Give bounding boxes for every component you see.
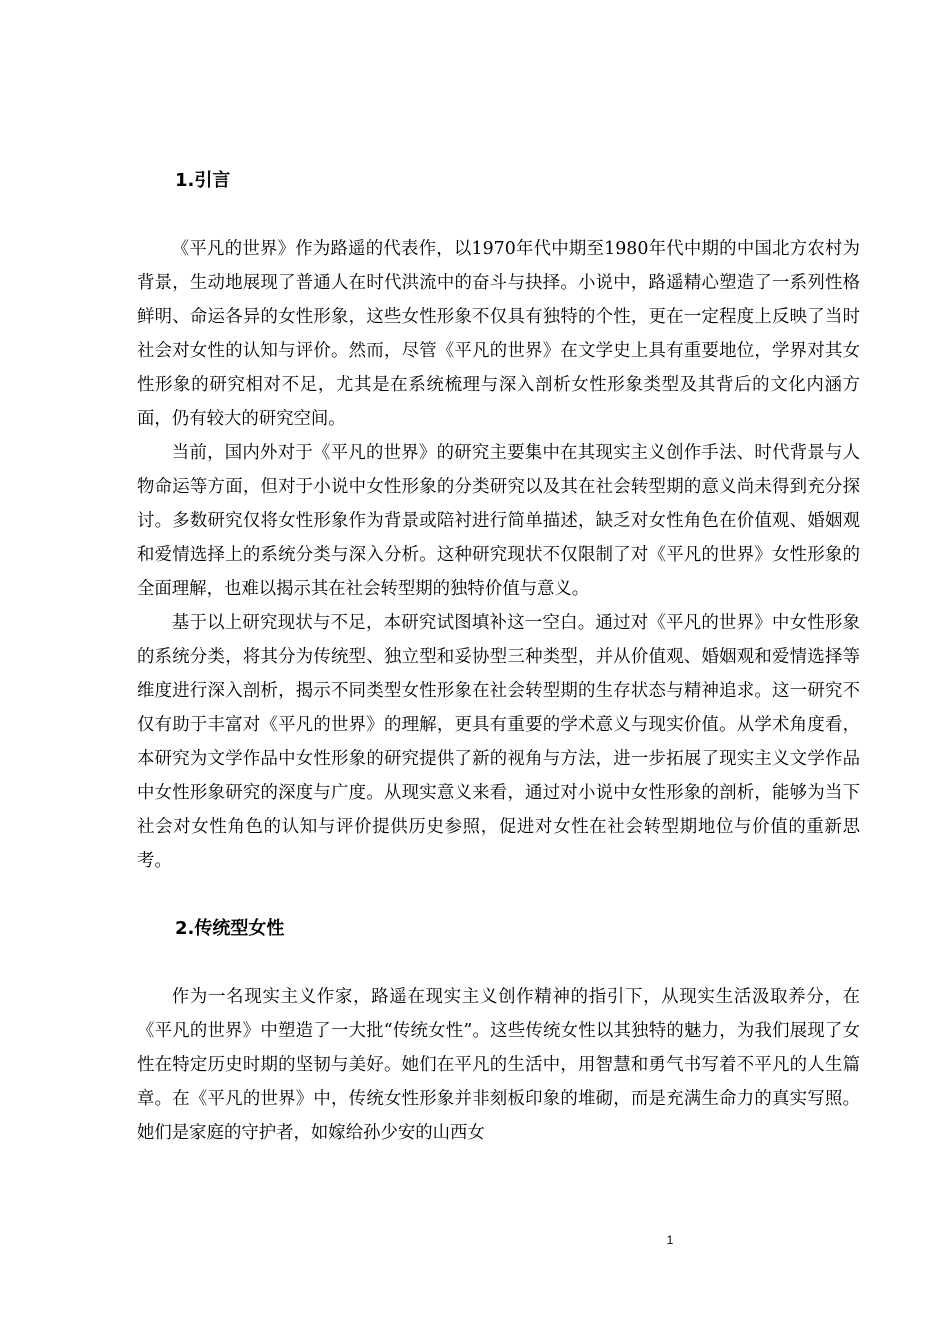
paragraph: 基于以上研究现状与不足，本研究试图填补这一空白。通过对《平凡的世界》中女性形象的系统分类，将其分为传统型、独立型和妥协型三种类型，并从价值观、婚姻观和爱情选择等维度进行深入剖析，揭示不同类型女性形象在社会转型期的生存状态与精神追求。这一研究不仅有助于丰富对《平凡的世界》的理解，更具有重要的学术意义与现实价值。从学术角度看，本研究为文学作品中女性形象的研究提供了新的视角与方法，进一步拓展了现实主义文学作品中女性形象研究的深度与广度。从现实意义来看，通过对小说中女性形象的剖析，能够为当下社会对女性角色的认知与评价提供历史参照，促进对女性在社会转型期地位与价值的重新思考。 <box>137 613 860 871</box>
paragraph: 作为一名现实主义作家，路遥在现实主义创作精神的指引下，从现实生活汲取养分，在《平凡的世界》中塑造了一大批“传统女性”。这些传统女性以其独特的魅力，为我们展现了女性在特定历史时期的坚韧与美好。她们在平凡的生活中，用智慧和勇气书写着不平凡的人生篇章。在《平凡的世界》中，传统女性形象并非刻板印象的堆砌，而是充满生命力的真实写照。她们是家庭的守护者，如嫁给孙少安的山西女 <box>137 987 860 1143</box>
document-body <box>137 164 860 1150</box>
paragraph: 当前，国内外对于《平凡的世界》的研究主要集中在其现实主义创作手法、时代背景与人物命运等方面，但对于小说中女性形象的分类研究以及其在社会转型期的意义尚未得到充分探讨。多数研究仅将女性形象作为背景或陪衬进行简单描述，缺乏对女性角色在价值观、婚姻观和爱情选择上的系统分类与深入分析。这种研究现状不仅限制了对《平凡的世界》女性形象的全面理解，也难以揭示其在社会转型期的独特价值与意义。 <box>137 443 860 599</box>
spacer <box>137 198 860 232</box>
paragraph: 《平凡的世界》作为路遥的代表作，以1970年代中期至1980年代中期的中国北方农村为背景，生动地展现了普通人在时代洪流中的奋斗与抉择。小说中，路遥精心塑造了一系列性格鲜明、命运各异的女性形象，这些女性形象不仅具有独特的个性，更在一定程度上反映了当时社会对女性的认知与评价。然而，尽管《平凡的世界》在文学史上具有重要地位，学界对其女性形象的研究相对不足，尤其是在系统梳理与深入剖析女性形象类型及其背后的文化内涵方面，仍有较大的研究空间。 <box>137 239 860 429</box>
section-heading-traditional-women: 2.传统型女性 <box>175 918 285 939</box>
spacer <box>137 946 860 980</box>
section-heading-introduction: 1.引言 <box>175 170 231 191</box>
spacer <box>137 878 860 912</box>
page-number: 1 <box>666 1233 674 1247</box>
